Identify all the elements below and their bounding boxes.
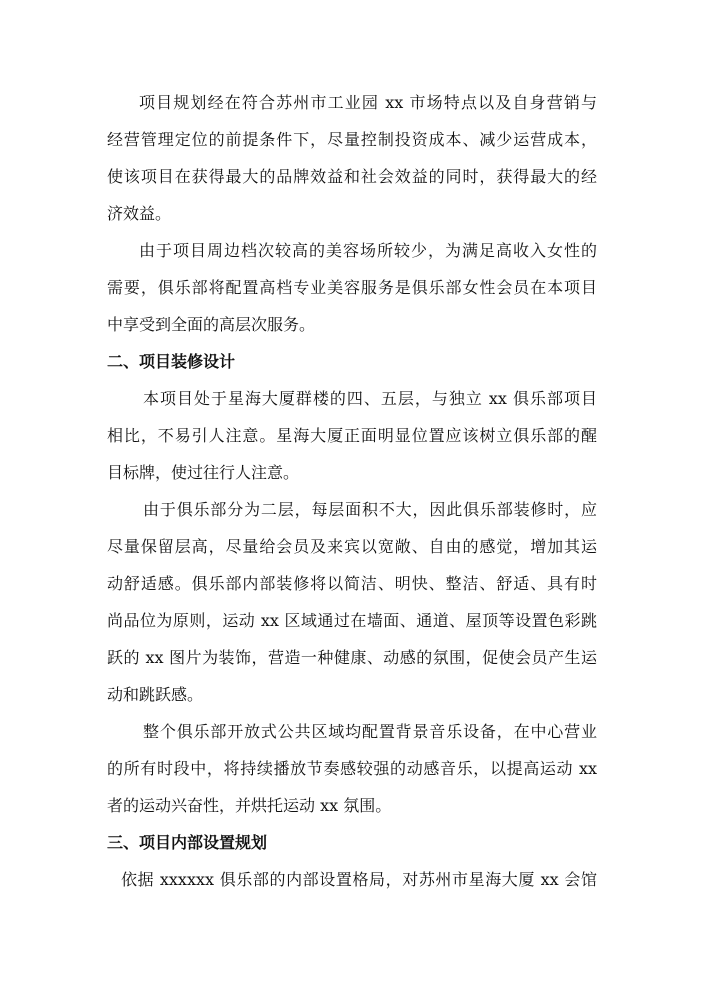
text-line: 动舒适感。俱乐部内部装修将以简洁、明快、整洁、舒适、具有时 bbox=[107, 574, 597, 593]
text-line: 尽量保留层高，尽量给会员及来宾以宽敞、自由的感觉，增加其运 bbox=[107, 537, 597, 556]
text-line: 目标牌，使过往行人注意。 bbox=[107, 463, 300, 482]
text-line: 中享受到全面的高层次服务。 bbox=[107, 315, 316, 334]
text-line: 由于俱乐部分为二层，每层面积不大，因此俱乐部装修时，应 bbox=[143, 500, 597, 519]
text-line: 由于项目周边档次较高的美容场所较少，为满足高收入女性的 bbox=[139, 241, 597, 260]
text-line: 的所有时段中，将持续播放节奏感较强的动感音乐，以提高运动 xx bbox=[107, 759, 597, 778]
section-heading: 二、项目装修设计 bbox=[107, 352, 236, 371]
text-line: 依据 xxxxxx 俱乐部的内部设置格局，对苏州市星海大厦 xx 会馆 bbox=[121, 870, 597, 889]
text-line: 使该项目在获得最大的品牌效益和社会效益的同时，获得最大的经 bbox=[107, 167, 597, 186]
text-line: 者的运动兴奋性，并烘托运动 xx 氛围。 bbox=[107, 796, 392, 815]
text-line: 相比，不易引人注意。星海大厦正面明显位置应该树立俱乐部的醒 bbox=[107, 426, 597, 445]
text-line: 经营管理定位的前提条件下，尽量控制投资成本、减少运营成本， bbox=[107, 130, 597, 149]
text-line: 动和跳跃感。 bbox=[107, 685, 204, 704]
text-line: 整个俱乐部开放式公共区域均配置背景音乐设备，在中心营业 bbox=[143, 722, 597, 741]
text-line: 跃的 xx 图片为装饰，营造一种健康、动感的氛围，促使会员产生运 bbox=[107, 648, 597, 667]
text-line: 济效益。 bbox=[107, 204, 172, 223]
text-line: 尚品位为原则，运动 xx 区域通过在墙面、通道、屋顶等设置色彩跳 bbox=[107, 611, 597, 630]
text-line: 本项目处于星海大厦群楼的四、五层，与独立 xx 俱乐部项目 bbox=[143, 389, 597, 408]
text-line: 项目规划经在符合苏州市工业园 xx 市场特点以及自身营销与 bbox=[139, 93, 597, 112]
section-heading: 三、项目内部设置规划 bbox=[107, 833, 268, 852]
text-line: 需要，俱乐部将配置高档专业美容服务是俱乐部女性会员在本项目 bbox=[107, 278, 597, 297]
